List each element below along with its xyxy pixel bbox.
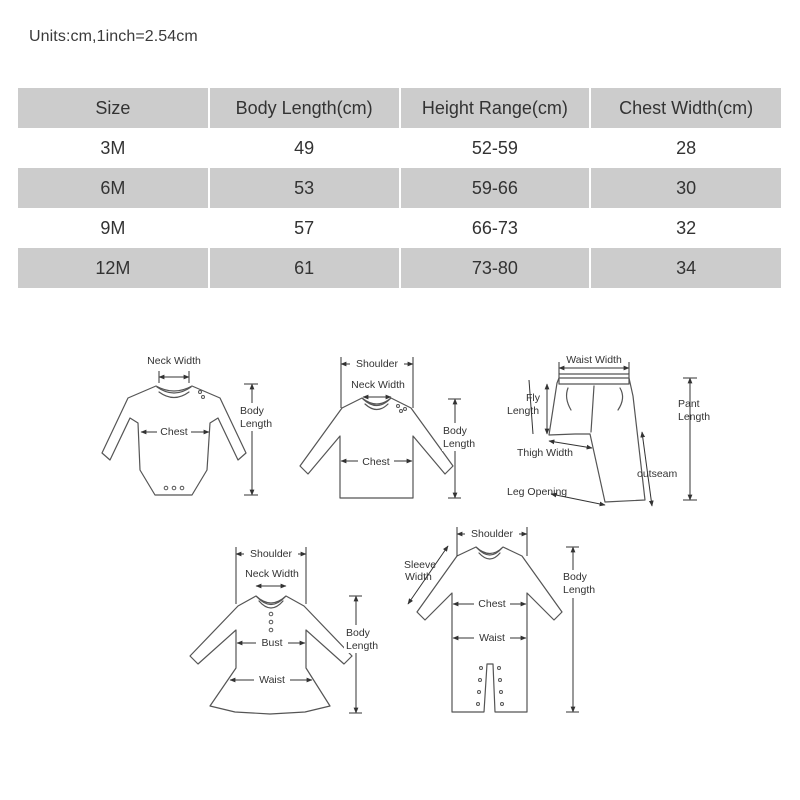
label-body-length-1: Body xyxy=(346,627,370,639)
cell-chest-width: 32 xyxy=(676,217,697,238)
label-chest: Chest xyxy=(362,456,390,468)
snap-button xyxy=(500,691,503,694)
label-shoulder: Shoulder xyxy=(470,528,514,540)
units-note: Units:cm,1inch=2.54cm xyxy=(29,28,198,45)
label-waist: Waist xyxy=(479,632,505,644)
snap-button xyxy=(499,679,502,682)
cell-size: 3M xyxy=(18,128,209,168)
snap-button xyxy=(478,691,481,694)
snap-button xyxy=(180,486,184,490)
header-size: Size xyxy=(18,88,209,128)
pants-pocket xyxy=(618,388,623,410)
label-thigh-width: Thigh Width xyxy=(517,447,574,459)
snap-button xyxy=(164,486,168,490)
snap-button xyxy=(479,679,482,682)
dress-button xyxy=(269,620,273,624)
pants-diagram xyxy=(507,354,710,506)
label-fly-length-1: Fly xyxy=(526,392,540,404)
header-body-length: Body Length(cm) xyxy=(209,88,400,128)
pants-fly xyxy=(591,386,594,432)
shoulder-button xyxy=(202,396,205,399)
label-neck-width: Neck Width xyxy=(245,568,299,580)
cell-chest-width: 34 xyxy=(676,257,697,278)
label-shoulder: Shoulder xyxy=(355,358,399,370)
cell-size: 6M xyxy=(18,168,209,208)
label-pant-length-1: Pant xyxy=(678,398,700,410)
bodysuit-outline xyxy=(102,386,246,495)
label-body-length-1: Body xyxy=(563,571,587,583)
dress-diagram xyxy=(190,547,384,714)
romper-diagram xyxy=(404,527,601,712)
cell-size: 12M xyxy=(18,248,209,288)
label-sleeve-width-1: Sleeve xyxy=(404,559,437,571)
shoulder-button xyxy=(400,410,403,413)
label-body-length-2: Length xyxy=(443,438,476,450)
bodysuit-diagram xyxy=(102,355,278,495)
cell-size: 9M xyxy=(18,208,209,248)
label-chest: Chest xyxy=(160,426,188,438)
romper-outline xyxy=(417,547,562,712)
snap-button xyxy=(477,703,480,706)
label-neck-width: Neck Width xyxy=(147,355,201,367)
snap-button xyxy=(172,486,176,490)
label-waist-width: Waist Width xyxy=(566,354,622,366)
top-collar-inner xyxy=(365,404,388,410)
label-waist: Waist xyxy=(259,674,285,686)
label-chest: Chest xyxy=(478,598,506,610)
pants-pocket xyxy=(567,388,571,410)
cell-chest-width: 28 xyxy=(676,137,697,158)
dress-button xyxy=(269,612,273,616)
cell-body-length: 49 xyxy=(209,128,400,168)
label-shoulder: Shoulder xyxy=(249,548,293,560)
dress-outline xyxy=(190,596,352,714)
cell-body-length: 61 xyxy=(209,248,400,288)
label-pant-length-2: Length xyxy=(678,411,711,423)
pants-outline xyxy=(549,378,645,502)
cell-height-range: 59-66 xyxy=(400,168,591,208)
shoulder-button xyxy=(199,391,202,394)
label-body-length-2: Length xyxy=(346,640,379,652)
label-leg-opening: Leg Opening xyxy=(507,486,568,498)
bodysuit-collar xyxy=(157,387,191,393)
label-outseam: outseam xyxy=(637,468,678,480)
top-diagram xyxy=(300,357,480,498)
cell-height-range: 66-73 xyxy=(400,208,591,248)
top-outline xyxy=(300,398,453,498)
label-body-length-2: Length xyxy=(240,418,273,430)
snap-button xyxy=(501,703,504,706)
snap-button xyxy=(498,667,501,670)
label-fly-length-2: Length xyxy=(507,405,540,417)
header-height-range: Height Range(cm) xyxy=(400,88,591,128)
header-chest-width: Chest Width(cm) xyxy=(619,97,754,118)
cell-chest-width: 30 xyxy=(676,177,697,198)
pants-waistband xyxy=(559,374,629,384)
snap-button xyxy=(480,667,483,670)
cell-height-range: 52-59 xyxy=(400,128,591,168)
label-body-length-1: Body xyxy=(240,405,264,417)
label-body-length-1: Body xyxy=(443,425,467,437)
shoulder-button xyxy=(404,408,407,411)
label-body-length-2: Length xyxy=(563,584,596,596)
label-sleeve-width-2: Width xyxy=(405,571,432,583)
dress-button xyxy=(269,628,273,632)
cell-height-range: 73-80 xyxy=(400,248,591,288)
cell-body-length: 57 xyxy=(209,208,400,248)
label-bust: Bust xyxy=(261,637,283,649)
label-neck-width: Neck Width xyxy=(351,379,405,391)
cell-body-length: 53 xyxy=(209,168,400,208)
shoulder-button xyxy=(397,405,400,408)
